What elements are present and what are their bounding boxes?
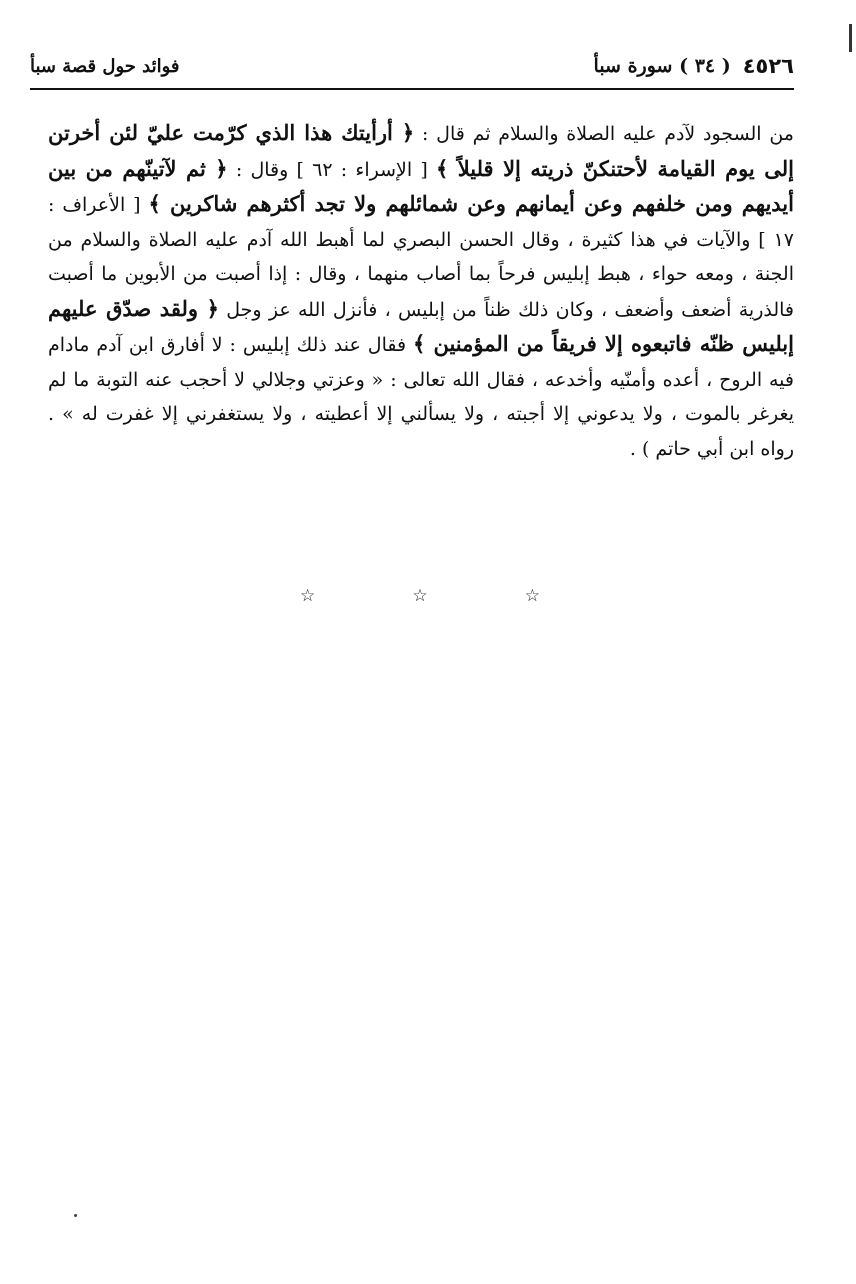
star-icon: ☆: [412, 586, 428, 606]
text-segment: [ الإسراء : ٦٢ ] وقال :: [227, 158, 436, 181]
text-segment: [ الأعراف : ١٧ ] والآيات في هذا كثيرة ، وقال الحسن البصري لما أهبط الله آدم عليه الصلاة والسلام من الجنة ، ومعه حواء ، هبط إبليس فرحاً بما أصاب منهما ، وقال : إذا أصبت من الأبوين ما أصبت فالذرية أضعف وأضعف ، وكان ذلك ظناً من إبليس ، فأنزل الله عز وجل: [48, 194, 795, 321]
page-number: ٤٥٢٦: [742, 54, 794, 78]
page-header: [30, 48, 794, 84]
quran-verse-saba: ﴿ ولقد صدّق عليهم إبليس ظنّه فاتبعوه إلا فريقاً من المؤمنين ﴾: [48, 295, 794, 356]
text-segment: من السجود لآدم عليه الصلاة والسلام ثم قال :: [414, 123, 794, 145]
header-divider: [30, 88, 794, 90]
star-icon: ☆: [300, 586, 316, 606]
body-paragraph: [48, 116, 794, 466]
surah-label: ( ٣٤ ) سورة سبأ: [593, 55, 731, 77]
page-edge-mark: [849, 24, 852, 52]
text-segment: فقال عند ذلك إبليس : لا أفارق ابن آدم مادام فيه الروح ، أعده وأمنّيه وأخدعه ، فقال الله تعالى : « وعزتي وجلالي لا أحجب عنه التوبة ما لم يغرغر بالموت ، ولا يدعوني إلا أجبته ، ولا يسألني إلا أعطيته ، ولا يستغفرني إلا غفرت له » . رواه ابن أبي حاتم ) .: [48, 334, 794, 460]
section-separator: [300, 586, 540, 606]
quran-verse-isra: ﴿ أرأيتك هذا الذي كرّمت عليّ لئن أخرتن إلى يوم القيامة لأحتنكنّ ذريته إلا قليلاً ﴾: [48, 120, 794, 181]
quran-verse-araf: ﴿ ثم لآتينّهم من بين أيديهم ومن خلفهم وعن أيمانهم وعن شمائلهم ولا تجد أكثرهم شاكرين ﴾: [48, 155, 794, 216]
header-right-group: [594, 54, 794, 78]
section-title: فوائد حول قصة سبأ: [30, 55, 180, 77]
star-icon: ☆: [524, 586, 540, 606]
scan-speck: [74, 1214, 77, 1217]
